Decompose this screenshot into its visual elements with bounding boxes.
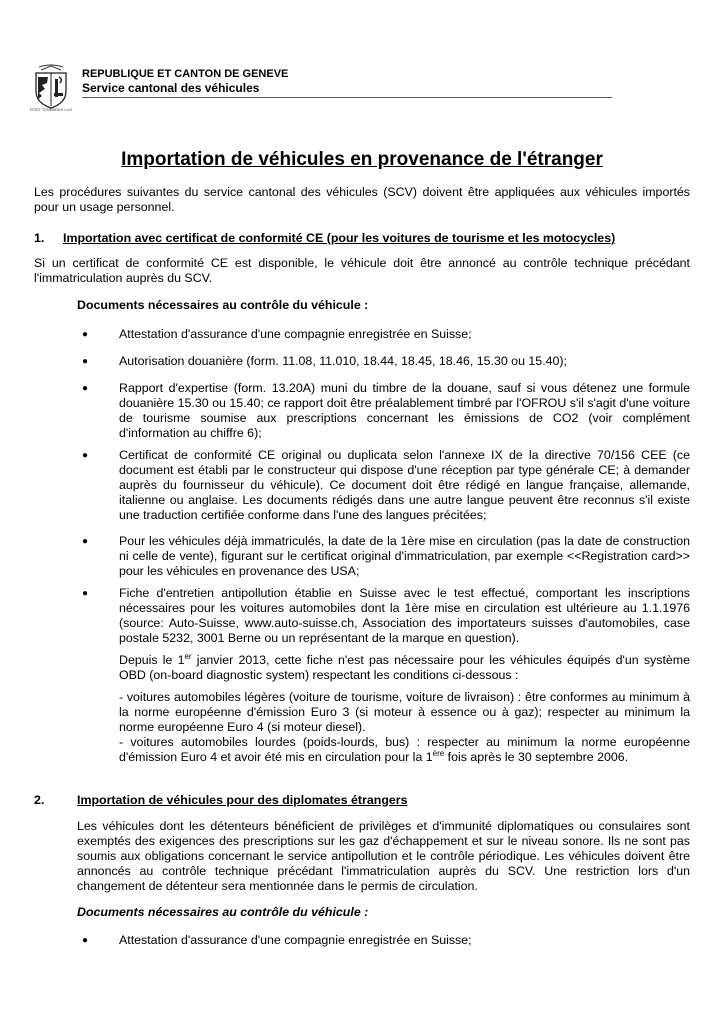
list-item: Rapport d'expertise (form. 13.20A) muni du timbre de la douane, sauf si vous détenez une formule douanière 15.30 ou 15.40; ce rapport doit être préalablement timbré par l'OFROU s'il s'agit d'une voiture de tourisme soumise aux prescriptions concernant les émissions de CO2 (voir complément d'information au chiffre 6); xyxy=(119,381,690,440)
bullet-icon: ● xyxy=(82,588,89,599)
list-item: Autorisation douanière (form. 11.08, 11.010, 18.44, 18.45, 18.46, 15.30 ou 15.40); xyxy=(119,354,567,368)
intro-paragraph: Les procédures suivantes du service cantonal des véhicules (SCV) doivent être appliquées aux véhicules importés pour un usage personnel. xyxy=(34,185,690,214)
heavy-text-start: - voitures automobiles lourdes (poids-lourds, bus) : respecter au minimum la norme européenne d'émission Euro 4 et avoir été mis en circulation pour la 1 xyxy=(119,735,690,764)
bullet-icon: ● xyxy=(82,356,89,367)
list-item: Attestation d'assurance d'une compagnie enregistrée en Suisse; xyxy=(119,327,472,341)
organization-name: REPUBLIQUE ET CANTON DE GENEVE xyxy=(82,68,289,80)
list-item: Pour les véhicules déjà immatriculés, la date de la 1ère mise en circulation (pas la date de construction ni celle de vente), figurant sur le certificat original d'immatriculation, par exemple <<Registration card>> pour les véhicules en provenance des USA; xyxy=(119,534,690,578)
list-item: Fiche d'entretien antipollution établie en Suisse avec le test effectué, comportant les inscriptions nécessaires pour les voitures automobiles dont la 1ère mise en circulation est ultérieure au 1.1.1976 (source: Auto-Suisse, www.auto-suisse.ch, Association des importateurs suisses d'automobiles, case postale 5232, 3001 Berne ou un représentant de la marque en question). xyxy=(119,586,690,645)
obd-text-start: Depuis le 1 xyxy=(119,653,185,667)
service-name: Service cantonal des véhicules xyxy=(82,81,260,95)
section-2-documents-heading: Documents nécessaires au contrôle du véhicule : xyxy=(77,905,369,919)
bullet-icon: ● xyxy=(82,329,89,340)
section-2-title: Importation de véhicules pour des diplomates étrangers xyxy=(77,793,408,807)
section-1-documents-heading: Documents nécessaires au contrôle du véhicule : xyxy=(77,298,369,312)
section-1-number: 1. xyxy=(34,231,45,245)
geneva-coat-of-arms-logo xyxy=(30,63,72,115)
logo-motto: POST TENEBRAS LUX xyxy=(29,107,73,112)
bullet-icon: ● xyxy=(82,536,89,547)
obd-text-end: janvier 2013, cette fiche n'est pas nécessaire pour les véhicules équipés d'un système OBD (on-board diagnostic system) respectant les conditions ci-dessous : xyxy=(119,653,690,682)
section-1-title: Importation avec certificat de conformité CE (pour les voitures de tourisme et les motocycles) xyxy=(63,231,616,245)
bullet-icon: ● xyxy=(82,935,89,946)
list-item: Attestation d'assurance d'une compagnie enregistrée en Suisse; xyxy=(119,933,472,947)
header-divider xyxy=(82,97,612,98)
bullet-icon: ● xyxy=(82,450,89,461)
obd-exemption-note xyxy=(119,653,690,683)
section-1-heading xyxy=(34,231,690,246)
list-item: Certificat de conformité CE original ou duplicata selon l'annexe IX de la directive 70/156 CEE (ce document est établi par le constructeur qui dispose d'une réception par type générale CE; à demander auprès du fournisseur du véhicule). Ce document doit être rédigé en langue française, allemande, italienne ou anglaise. Les documents rédigés dans une autre langue peuvent être reconnus s'il existe une traduction certifiée conforme dans l'une des langues précitées; xyxy=(119,448,690,522)
obd-superscript: er xyxy=(184,652,192,661)
heavy-superscript: ère xyxy=(432,749,445,758)
light-vehicles-condition: - voitures automobiles légères (voiture de tourisme, voiture de livraison) : être conformes au minimum à la norme européenne d'émission Euro 3 (si moteur à essence ou à gaz); respecter au minimum la norme européenne Euro 4 (si moteur diesel). xyxy=(119,690,690,734)
bullet-icon: ● xyxy=(82,383,89,394)
section-2-heading xyxy=(34,793,690,808)
section-1-paragraph: Si un certificat de conformité CE est disponible, le véhicule doit être annoncé au contrôle technique précédant l'immatriculation auprès du SCV. xyxy=(34,256,690,285)
section-2-number: 2. xyxy=(34,793,45,807)
heavy-text-end: fois après le 30 septembre 2006. xyxy=(444,750,629,764)
section-2-paragraph: Les véhicules dont les détenteurs bénéficient de privilèges et d'immunité diplomatiques ou consulaires sont exemptés des exigences des prescriptions sur les gaz d'échappement et sur le niveau sonore. Ils ne sont pas soumis aux obligations concernant le service antipollution et le contrôle périodique. Les véhicules doivent être annoncés au contrôle technique précédant l'immatriculation auprès du SCV. Une restriction lors d'un changement de détenteur sera mentionnée dans le permis de circulation. xyxy=(77,819,690,893)
heavy-vehicles-condition xyxy=(119,735,690,765)
document-title: Importation de véhicules en provenance de l'étranger xyxy=(121,149,603,170)
